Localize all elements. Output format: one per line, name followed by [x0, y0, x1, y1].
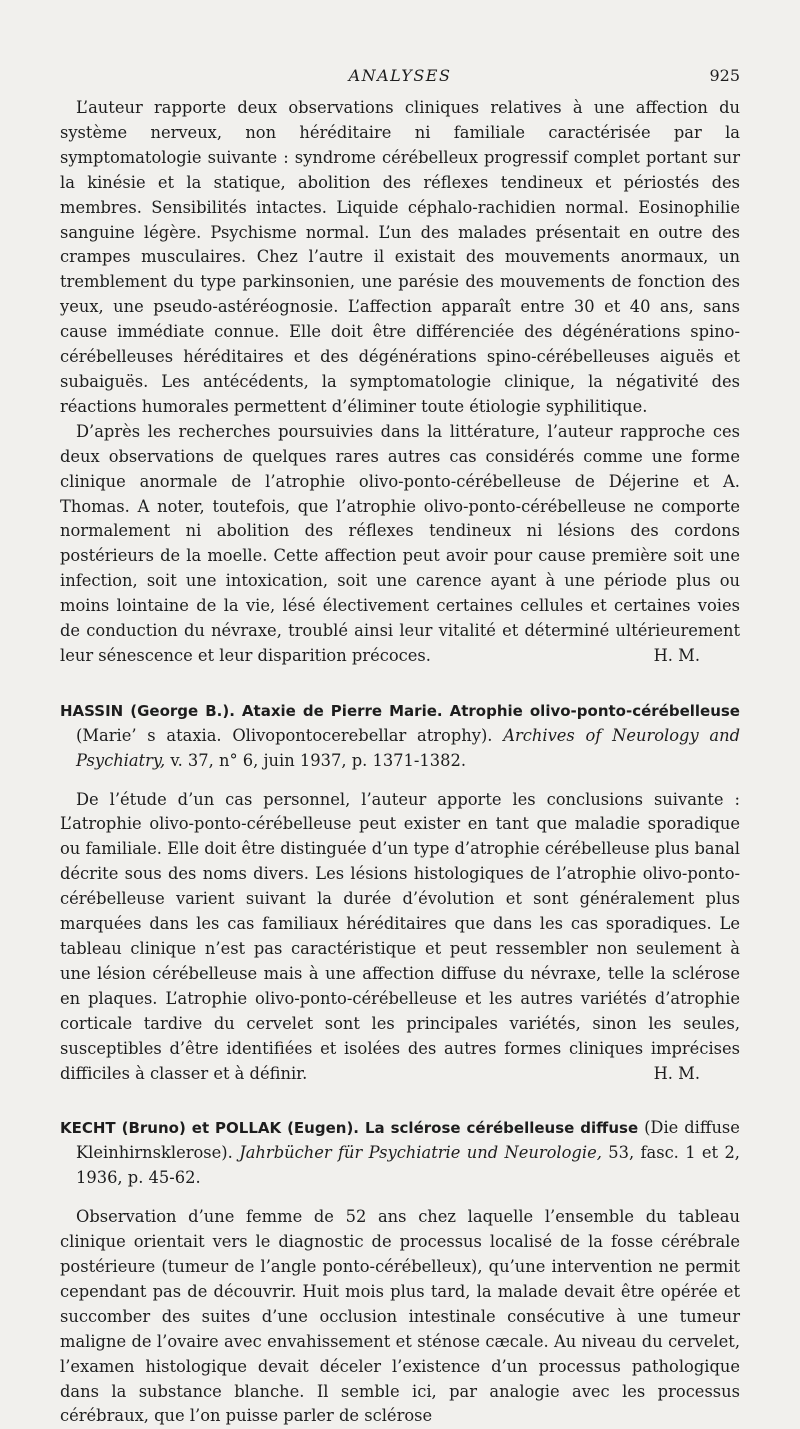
entry3-coauthor: POLLAK [215, 1119, 282, 1138]
entry3-heading [60, 1116, 740, 1191]
entry2-citation: v. 37, n° 6, juin 1937, p. 1371-1382. [170, 750, 467, 770]
entry3-first-name: (Bruno) [121, 1119, 186, 1138]
review1-paragraph-2 [60, 420, 740, 669]
review1-paragraph-2-text: D’après les recherches poursuivies dans la littérature, l’auteur rapproche ces deux observations de quelques rares autres cas considérés comme une forme clinique anormale de l’atrophie olivo-ponto-cérébelleuse de Déjerine et A. Thomas. A noter, toutefois, que l’atrophie olivo-ponto-cérébelleuse ne comporte normalement ni abolition des réflexes tendineux ni lésions des cordons postérieurs de la moelle. Cette affection peut avoir pour cause première soit une infection, soit une intoxication, soit une carence ayant à une période plus ou moins lointaine de la vie, lésé électivement certaines cellules et certaines voies de conduction du névraxe, troublé ainsi leur vitalité et déterminé ultérieurement leur sénescence et leur disparition précoces. [60, 421, 740, 665]
entry2-signature: H. M. [653, 1063, 700, 1083]
entry2-journal: Archives of Neurology and Psychiatry, [76, 725, 741, 770]
body-text [60, 96, 740, 1429]
entry3-title-de: (Die diffuse Kleinhirnsklerose). [76, 1118, 740, 1163]
entry3-author: KECHT [60, 1119, 116, 1138]
entry2-title-en: (Marie’ s ataxia. Olivopontocerebellar atrophy). [76, 725, 493, 745]
entry2-heading [60, 699, 740, 774]
entry3-journal: Jahrbücher für Psychiatrie und Neurologie, [239, 1143, 602, 1163]
entry2-title: Ataxie de Pierre Marie. Atrophie olivo-ponto-cérébelleuse [241, 701, 740, 720]
entry3-title: La sclérose cérébelleuse diffuse [364, 1119, 639, 1138]
entry2-first-name: (George B.). [130, 701, 235, 720]
running-title: ANALYSES [348, 66, 452, 85]
review1-paragraph-1: L’auteur rapporte deux observations cliniques relatives à une affection du système nerveux, non héréditaire ni familiale caractérisée par la symptomatologie suivante : syndrome cérébelleux progressif complet portant sur la kinésie et la statique, abolition des réflexes tendineux et périostés des membres. Sensibilités intactes. Liquide céphalo-rachidien normal. Eosinophilie sanguine légère. Psychisme normal. L’un des malades présentait en outre des crampes musculaires. Chez l’autre il existait des mouvements anormaux, un tremblement du type parkinsonien, une parésie des mouvements de fonction des yeux, une pseudo-astéréognosie. L’affection apparaît entre 30 et 40 ans, sans cause immédiate connue. Elle doit être différenciée des dégénérations spino-cérébelleuses héréditaires et des dégénérations spino-cérébelleuses aiguës et subaiguës. Les antécédents, la symptomatologie clinique, la négativité des réactions humorales permettent d’éliminer toute étiologie syphilitique. [60, 98, 740, 416]
entry3-coauthor-first-name: (Eugen). [287, 1119, 360, 1138]
entry2-abstract-text: De l’étude d’un cas personnel, l’auteur apporte les conclusions suivante : L’atrophie olivo-ponto-cérébelleuse peut exister en tant que maladie sporadique ou familiale. Elle doit être distinguée d’un type d’atrophie cérébelleuse plus banal décrite sous des noms divers. Les lésions histologiques de l’atrophie olivo-ponto-cérébelleuse varient suivant la durée d’évolution et sont généralement plus marquées dans les cas familiaux héréditaires que dans les cas sporadiques. Le tableau clinique n’est pas caractéristique et peut ressembler non seulement à une lésion cérébelleuse mais à une affection diffuse du névraxe, telle la sclérose en plaques. L’atrophie olivo-ponto-cérébelleuse et les autres variétés d’atrophie corticale tardive du cervelet sont les principales variétés, sinon les seules, susceptibles d’être identifiées et isolées des autres formes cliniques imprécises difficiles à classer et à définir. [60, 789, 740, 1083]
entry3-abstract: Observation d’une femme de 52 ans chez laquelle l’ensemble du tableau clinique orientait vers le diagnostic de processus localisé de la fosse cérébrale postérieure (tumeur de l’angle ponto-cérébelleux), qu’une intervention ne permit cependant pas de découvrir. Huit mois plus tard, la malade devait être opérée et succomber des suites d’une occlusion intestinale consécutive à une tumeur maligne de l’ovaire avec envahissement et sténose cæcale. Au niveau du cervelet, l’examen histologique devait déceler l’existence d’un processus pathologique dans la substance blanche. Il semble ici, par analogie avec les processus cérébraux, que l’on puisse parler de sclérose [60, 1207, 740, 1426]
running-head [60, 66, 740, 90]
entry2-author: HASSIN [60, 701, 124, 720]
entry3-conjunction: et [191, 1119, 210, 1138]
entry2-abstract [60, 788, 740, 1087]
review1-signature: H. M. [653, 645, 700, 665]
entry3-citation: 53, fasc. 1 et 2, 1936, p. 45-62. [76, 1143, 740, 1188]
page-number: 925 [709, 66, 740, 85]
